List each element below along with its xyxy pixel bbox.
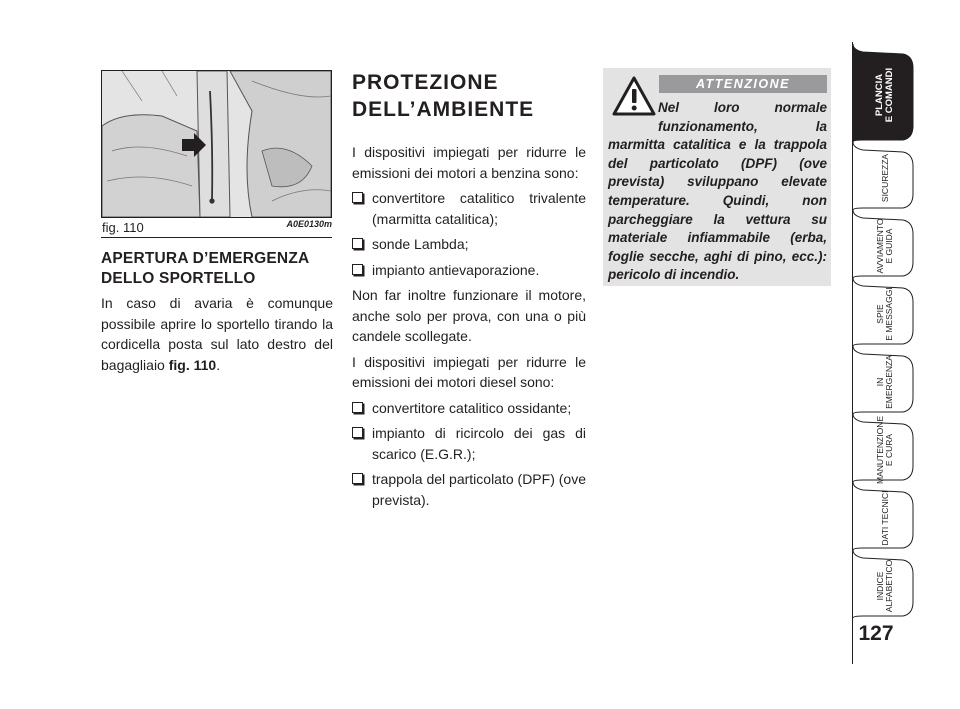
tab-label [863,284,907,344]
checkbox-bullet-icon [352,238,363,249]
tab-label-line-1: MANUTENZIONE [875,416,885,484]
figure-reference: fig. 110 [168,356,217,373]
tab-label-line-1: DATI TECNICI [879,490,890,546]
tab-label [863,148,907,208]
list-item: convertitore catalitico ossidante; [352,398,586,419]
checkbox-bullet-icon [352,264,363,275]
tab-label [863,416,907,484]
list-item: trappola del particolato (DPF) (ove prevista). [352,469,586,510]
tab-label-line-1: AVVIAMENTO [875,218,885,274]
tab-label-line-1: SICUREZZA [879,153,890,203]
tab-label-line-2: ALFABETICO [884,559,894,613]
trunk-interior-drawing [102,71,331,217]
heading-line-2: DELLO SPORTELLO [101,270,256,287]
list-item: impianto di ricircolo dei gas di scarico (E.G.R.); [352,423,586,464]
paragraph-text: In caso di avaria è comunque possibile aprire lo sportello tirando la cordicella posta sul lato destro del bagagliaio [101,295,333,373]
environment-protection-body [352,142,586,515]
figure-code: A0E0130m [286,219,332,229]
tab-label [863,556,907,616]
checkbox-bullet-icon [352,192,363,203]
tab-label [863,50,907,140]
tab-1[interactable] [853,140,913,208]
tab-label [863,352,907,412]
tab-label [863,488,907,548]
emergency-opening-paragraph [101,293,333,375]
tab-5[interactable] [853,412,913,484]
tab-4[interactable] [853,344,913,412]
tab-label-line-2: E MESSAGGI [884,287,894,341]
checkbox-bullet-icon [352,427,363,438]
tab-label-line-2: E CURA [884,433,894,467]
title-line-1: PROTEZIONE [352,71,499,94]
petrol-devices-list [352,188,586,280]
tab-label-line-2: E COMANDI [884,67,895,123]
paragraph-end: . [216,356,221,373]
checkbox-bullet-icon [352,402,363,413]
warning-box [603,68,831,286]
emergency-opening-heading [101,249,333,289]
diesel-devices-list [352,398,586,511]
tab-6[interactable] [853,480,913,548]
warning-text: Nel loro normale funzionamento, la marmitta catalitica e la trappola del particolato (DPF) (ove prevista) sviluppano elevate temperature. Quindi, non parcheggiare la vettura su materiale infiammabile (erba, foglie secche, aghi di pino, ecc.): pericolo di incendio. [608,100,827,283]
figure-label: fig. 110 [102,220,144,235]
tab-label-line-1: SPIE [875,304,885,324]
tab-2[interactable] [853,208,913,276]
section-title [352,69,592,123]
heading-line-1: APERTURA D’EMERGENZA [101,250,310,267]
tab-label-line-1: PLANCIA [874,73,885,117]
list-item: convertitore catalitico trivalente (marmitta catalitica); [352,188,586,229]
tab-label-line-1: IN EMERGENZA [875,355,894,409]
list-item: impianto antievaporazione. [352,260,586,281]
tab-label-line-2: E GUIDA [884,228,894,264]
list-item: sonde Lambda; [352,234,586,255]
tab-0[interactable] [853,42,913,140]
title-line-2: DELL’AMBIENTE [352,98,535,121]
tab-label-line-1: INDICE [875,571,885,601]
tab-7[interactable] [853,548,913,616]
tab-3[interactable] [853,276,913,344]
diesel-intro: I dispositivi impiegati per ridurre le emissioni dei motori diesel sono: [352,353,586,390]
petrol-intro: I dispositivi impiegati per ridurre le emissioni dei motori a benzina sono: [352,144,586,181]
figure-110-illustration [101,70,332,218]
figure-caption [101,219,332,238]
warning-title: ATTENZIONE [659,75,827,93]
tab-label [863,216,907,276]
spark-plug-note: Non far inoltre funzionare il motore, anche solo per prova, con una o più candele scollegate. [352,287,586,344]
page-number: 127 [858,622,894,645]
checkbox-bullet-icon [352,473,363,484]
